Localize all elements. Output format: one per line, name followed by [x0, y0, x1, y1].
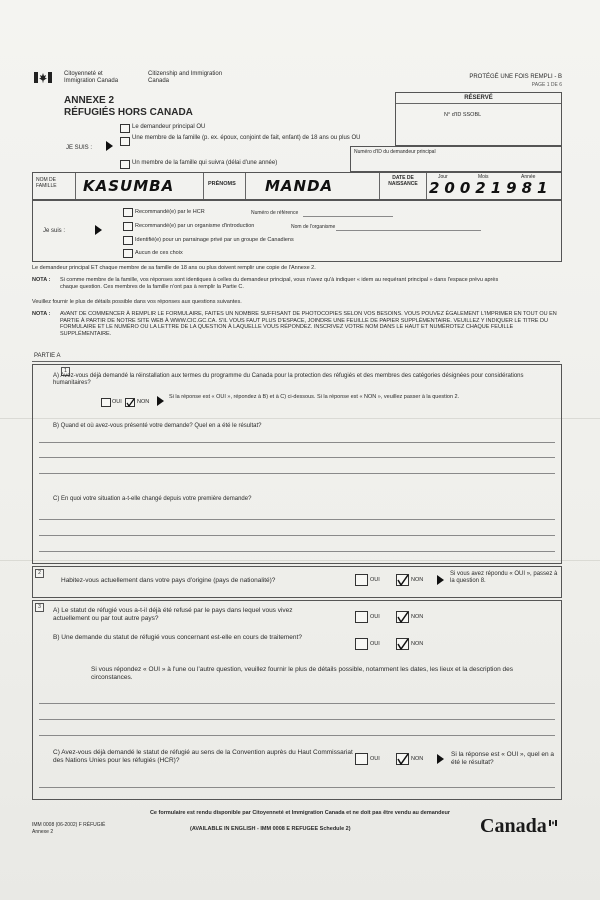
english-availability: (AVAILABLE IN ENGLISH - IMM 0008 E REFUGEE Schedule 2) [190, 826, 351, 832]
je-suis-option-1: Le demandeur principal OU [132, 124, 206, 130]
q1a-non-checkbox[interactable] [125, 398, 135, 407]
annex-title: ANNEXE 2 [64, 95, 115, 106]
family-member-checkbox[interactable] [120, 137, 130, 146]
hcr-referred-checkbox[interactable] [123, 208, 133, 217]
part-a-title: PARTIE A [34, 353, 61, 359]
identity-row [32, 172, 562, 200]
arrow-icon [437, 575, 444, 585]
q3a-oui-checkbox[interactable] [355, 611, 368, 623]
question-3-section [32, 600, 562, 800]
question-1c: C) En quoi votre situation a-t-elle changé depuis votre première demande? [53, 496, 252, 502]
form-subtitle: RÉFUGIÉS HORS CANADA [64, 107, 193, 118]
q3a-non-label: NON [411, 614, 424, 620]
q3c-non-checkbox[interactable] [396, 753, 409, 765]
q2-non-checkbox[interactable] [396, 574, 409, 586]
dob-label: DATE DE NAISSANCE [388, 175, 418, 187]
intro-note: Le demandeur principal ET chaque membre de sa famille de 18 ans ou plus doivent remplir une copie de l'Annexe 2. [32, 265, 316, 271]
canada-wordmark: Canada [480, 815, 547, 837]
je-suis-option-2: Une membre de la famille (p. ex. époux, conjoint de fait, enfant) de 18 ans ou plus OU [132, 135, 361, 141]
arrow-icon [157, 396, 164, 406]
je-suis-label: JE SUIS : [66, 145, 93, 151]
reserved-box [395, 92, 562, 146]
je-suis-option-3: Un membre de la famille qui suivra (délai d'une année) [132, 160, 278, 166]
question-1-section [32, 364, 562, 564]
q1a-non-label: NON [137, 399, 150, 405]
referral-option-4: Aucun de ces choix [135, 250, 183, 256]
annexe-label: Annexe 2 [32, 829, 54, 835]
principal-id-label: Numéro d'ID du demandeur principal [354, 149, 436, 155]
referral-section [32, 200, 562, 262]
question-3a: A) Le statut de réfugié vous a-t-il déjà été refusé par le pays dans lequel vous vivez actuellement ou par tout autre pays? [53, 607, 293, 622]
footer-disclaimer: Ce formulaire est rendu disponible par Citoyenneté et Immigration Canada et ne doit pas être vendu au demandeur [149, 810, 451, 816]
q3b-non-checkbox[interactable] [396, 638, 409, 650]
question-number: 2 [35, 569, 44, 578]
q3b-oui-label: OUI [370, 641, 380, 647]
ssobl-id-label: N° d'ID SSOBL [444, 112, 482, 118]
question-3c: C) Avez-vous déjà demandé le statut de réfugié au sens de la Convention auprès du Haut Commissariat des Nations Unies pour les réfugiés (HCR)? [53, 749, 353, 764]
dob-month-label: Mois [478, 174, 489, 180]
dob-year-label: Année [521, 174, 536, 180]
flag-mark-icon [549, 813, 557, 819]
given-name-value[interactable]: MANDA [265, 177, 334, 195]
form-identifier: IMM 0008 (06-2002) F RÉFUGIÉ [32, 822, 106, 828]
arrow-icon [106, 141, 113, 151]
referral-option-1: Recommandé(e) par le HCR [135, 209, 205, 215]
q2-oui-checkbox[interactable] [355, 574, 368, 586]
principal-applicant-checkbox[interactable] [120, 124, 130, 133]
arrow-icon [437, 754, 444, 764]
q3a-non-checkbox[interactable] [396, 611, 409, 623]
q2-instruction: Si vous avez répondu « OUI », passez à la question 8. [450, 571, 558, 584]
photocopy-note: AVANT DE COMMENCER À REMPLIR LE FORMULAIRE, FAITES UN NOMBRE SUFFISANT DE PHOTOCOPIES SELON VOS BESOINS. VOUS POUVEZ ÉGALEMENT L'IMPRIMER EN TOUT OU EN PARTIE À PARTIR DE NOTRE SITE WEB À WWW.CIC.GC.CA. S'IL VOUS FAUT PLUS D'ESPACE, JOINDRE UNE FEUILLE DE PAPIER SUPPLÉMENTAIRE. VEUILLEZ Y INDIQUER LE TITRE DU FORMULAIRE ET LE NUMÉRO OU LA LETTRE DE LA QUESTION À LAQUELLE VOUS RÉPONDEZ. INSCRIVEZ VOTRE NOM DANS LE HAUT ET NUMÉROTEZ CHAQUE FEUILLE SUPPLÉMENTAIRE. [60, 311, 557, 337]
q3c-instruction: Si la réponse est « OUI », quel en a été le résultat? [451, 751, 554, 766]
surname-value[interactable]: KASUMBA [83, 177, 175, 195]
provide-details-note: Veuillez fournir le plus de détails possible dans vos réponses aux questions suivantes. [32, 299, 242, 305]
nota-label: NOTA : [32, 277, 51, 283]
reserved-label: RÉSERVÉ [464, 95, 493, 101]
organization-referred-checkbox[interactable] [123, 222, 133, 231]
q3b-oui-checkbox[interactable] [355, 638, 368, 650]
canada-flag-icon [34, 70, 52, 81]
dob-day-label: Jour [438, 174, 448, 180]
page-number: PAGE 1 DE 6 [531, 82, 562, 88]
dept-name-fr: Citoyenneté et Immigration Canada [64, 71, 119, 84]
question-number: 3 [35, 603, 44, 612]
dob-value[interactable]: 20021981 [429, 179, 553, 197]
nota-label-2: NOTA : [32, 311, 51, 317]
given-name-label: PRÉNOMS [208, 181, 236, 187]
none-checkbox[interactable] [123, 249, 133, 258]
principal-id-field[interactable] [350, 146, 562, 172]
question-1a: A) Avez-vous déjà demandé la réinstallation aux termes du programme du Canada pour la protection des réfugiés et des membres des catégories désignées pour considérations humanitaires? [53, 373, 524, 386]
referral-label: Je suis : [43, 228, 66, 234]
q2-oui-label: OUI [370, 577, 380, 583]
question-1b: B) Quand et où avez-vous présenté votre demande? Quel en a été le résultat? [53, 423, 262, 429]
organization-name-label: Nom de l'organisme [291, 224, 336, 230]
q3a-oui-label: OUI [370, 614, 380, 620]
question-2: Habitez-vous actuellement dans votre pays d'origine (pays de nationalité)? [61, 577, 276, 584]
q1a-instruction: Si la réponse est « OUI », répondez à B) et à C) ci-dessous. Si la réponse est « NON », veuillez passer à la question 2. [169, 394, 460, 400]
protected-label: PROTÉGÉ UNE FOIS REMPLI - B [469, 74, 562, 80]
question-number: 1 [61, 367, 70, 376]
nota-text: Si comme membre de la famille, vos réponses sont identiques à celles du demandeur principal, vous n'avez qu'à indiquer « idem au requérant principal » dans l'espace prévu après chaque question. Ces membres de la famille n'ont pas à remplir la Partie C. [60, 277, 499, 290]
q3c-non-label: NON [411, 756, 424, 762]
arrow-icon [95, 225, 102, 235]
q1a-oui-label: OUI [112, 399, 122, 405]
private-sponsorship-checkbox[interactable] [123, 236, 133, 245]
q3c-oui-checkbox[interactable] [355, 753, 368, 765]
question-2-section [32, 566, 562, 598]
q3b-non-label: NON [411, 641, 424, 647]
dept-name-en: Citizenship and Immigration Canada [148, 71, 223, 84]
referral-option-3: Identifié(e) pour un parrainage privé par un groupe de Canadiens [135, 237, 294, 243]
q3c-oui-label: OUI [370, 756, 380, 762]
question-3-followup: Si vous répondez « OUI » à l'une ou l'autre question, veuillez fournir le plus de détails possible, notamment les dates, les lieux et la description des circonstances. [91, 666, 513, 681]
question-3b: B) Une demande du statut de réfugié vous concernant est-elle en cours de traitement? [53, 634, 302, 641]
reference-number-label: Numéro de référence [251, 210, 299, 216]
q1a-oui-checkbox[interactable] [101, 398, 111, 407]
referral-option-2: Recommandé(e) par un organisme d'introduction [135, 223, 255, 229]
surname-label: NOM DE FAMILLE [36, 177, 57, 189]
q2-non-label: NON [411, 577, 424, 583]
following-member-checkbox[interactable] [120, 160, 130, 169]
